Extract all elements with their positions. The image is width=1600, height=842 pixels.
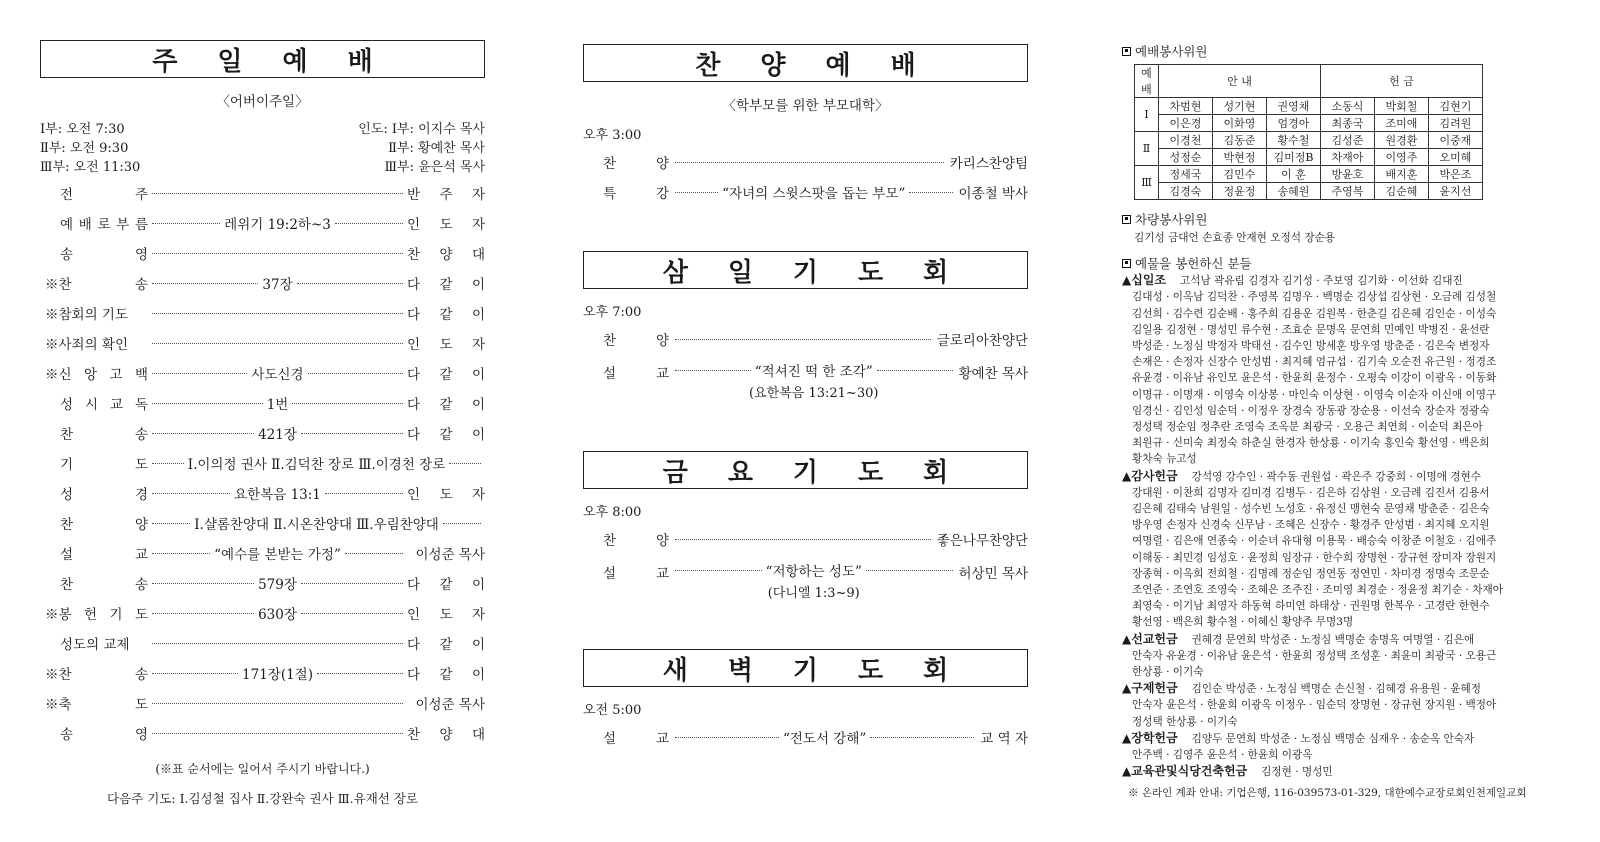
worship-item: [40, 238, 485, 268]
worship-item-leader: 찬 양 대: [407, 727, 485, 743]
offering-line: 안숙자 윤은석 · 한윤희 이광옥 이정우 · 임순덕 장명현 · 장규현 장지원 · 백정아: [1132, 699, 1497, 712]
offering-line: 김은혜 김태숙 남원일 · 성수빈 노성호 · 유정신 맹현숙 문영채 방춘준 · 김은숙: [1132, 503, 1490, 516]
worship-item-detail: 사도신경: [251, 367, 304, 383]
committee-member: 이영주: [1375, 149, 1429, 166]
service-leader: 인도: Ⅰ부: 이지수 목사: [358, 122, 485, 137]
offering-line: 손재은 · 손정자 신장수 안성범 · 최지혜 엄규섭 · 김기숙 오순전 유근원 · 정경조: [1132, 356, 1497, 369]
offering-line: 조연준 · 조연호 조영숙 · 조혜은 조주진 · 조미영 최경순 · 정윤정 최기순 · 차재아: [1132, 584, 1503, 597]
order-of-worship: [40, 178, 485, 748]
praise-service-item: 특 강 “자녀의 스윗스팟을 돕는 부모” 이종철 박사: [583, 177, 1028, 207]
committee-member: 이화영: [1213, 115, 1267, 132]
worship-item-detail: Ⅰ.이의정 권사 Ⅱ.김덕찬 장로 Ⅲ.이경천 장로: [187, 457, 446, 473]
worship-item-label: 설 교: [60, 547, 148, 563]
committee-member: 주영복: [1321, 183, 1375, 200]
vehicle-committee-names: 김기성 금대언 손효종 안재현 오정석 장순용: [1134, 232, 1336, 244]
worship-item-leader: 이성준 목사: [415, 697, 485, 713]
committee-member: 조미애: [1375, 115, 1429, 132]
worship-item-leader: 다 같 이: [407, 277, 485, 293]
praise-service-order: [583, 147, 1028, 207]
worship-item: [40, 538, 485, 568]
worship-item-label: 예 배 로 부 름: [60, 217, 148, 233]
committee-row: [1135, 98, 1483, 115]
worship-item-label: 찬 송: [60, 577, 148, 593]
worship-item: [40, 658, 485, 688]
worship-item-label: ※찬 송: [45, 667, 148, 683]
sermon-title: “전도서 강해”: [782, 731, 867, 747]
worship-item: [40, 298, 485, 328]
square-bullet-icon: [1122, 259, 1131, 268]
wednesday-sermon-row: 설 교 “적셔진 떡 한 조각” (요한복음 13:21~30) 황예찬 목사: [583, 360, 1028, 401]
worship-item-detail: Ⅰ.샬롬찬양대 Ⅱ.시온찬양대 Ⅲ.우림찬양대: [194, 517, 439, 533]
committee-row: [1135, 149, 1483, 166]
sunday-service-subtitle: 〈어버이주일〉: [216, 94, 309, 110]
committee-member: 박현정: [1213, 149, 1267, 166]
service-leader: Ⅲ부: 윤은석 목사: [384, 160, 485, 175]
offering-category: ▲장학헌금: [1122, 730, 1178, 745]
sunday-service-section: [40, 40, 485, 807]
preacher: 허상민 목사: [958, 566, 1028, 582]
praise-service-item: 찬 양 카리스찬양팀: [603, 156, 1028, 172]
service-part: Ⅲ: [1135, 166, 1159, 200]
committee-member: 김현기: [1429, 98, 1483, 115]
committee-member: 이은경: [1159, 115, 1213, 132]
worship-item: [40, 718, 485, 748]
worship-item-detail: 레위기 19:2하~3: [224, 217, 331, 233]
committee-member: 성정순: [1159, 149, 1213, 166]
worship-item-leader: 다 같 이: [407, 637, 485, 653]
service-time: Ⅱ부: 오전 9:30: [40, 141, 129, 156]
committee-member: 정세국: [1159, 166, 1213, 183]
wednesday-prayer-title: 삼일기도회: [583, 251, 1028, 289]
preacher: 교 역 자: [980, 731, 1028, 747]
offering-line: 방우영 손정자 신경숙 신무남 · 조혜은 신장수 · 황경주 안성범 · 최지혜 오지원: [1132, 519, 1490, 532]
offering-line: ▲장학헌금 김양두 문연희 박성준 · 노정심 백명순 심재우 · 송순옥 안숙자: [1122, 730, 1475, 745]
committee-member: 김려원: [1429, 115, 1483, 132]
worship-item-leader: 다 같 이: [407, 397, 485, 413]
worship-item-leader: 다 같 이: [407, 577, 485, 593]
worship-item-label: ※축 도: [45, 697, 148, 713]
worship-item-leader: 인 도 자: [407, 487, 485, 503]
offering-category: ▲선교헌금: [1122, 631, 1178, 646]
worship-item-label: ※사죄의 확인: [45, 337, 128, 353]
offering-line: 최원규 · 신미숙 최정숙 하춘실 한경자 한상룡 · 이기숙 홍인숙 황선영 · 백은희: [1132, 437, 1490, 450]
next-week-prayer: 다음주 기도: Ⅰ.김성철 집사 Ⅱ.강완숙 권사 Ⅲ.유재선 장로: [107, 791, 418, 806]
committee-member: 김성준: [1321, 132, 1375, 149]
offering-line: 정성택 정순임 정추란 조영숙 조옥분 최광국 · 오용근 최연희 · 이순덕 최은아: [1132, 421, 1483, 434]
committee-member: 김미정B: [1267, 149, 1321, 166]
worship-item-leader: 반 주 자: [407, 187, 485, 203]
worship-item-detail: 171장(1절): [242, 667, 313, 683]
committee-member: 엄경아: [1267, 115, 1321, 132]
wednesday-prayer-time: 오후 7:00: [583, 305, 642, 320]
sunday-service-title: 주일예배: [40, 40, 485, 78]
committee-member: 이경천: [1159, 132, 1213, 149]
worship-item-leader: 인 도 자: [407, 217, 485, 233]
sermon-scripture: (요한복음 13:21~30): [749, 386, 879, 401]
worship-item-label: ※신 앙 고 백: [45, 367, 148, 383]
worship-item: [40, 388, 485, 418]
worship-item-leader: 다 같 이: [407, 427, 485, 443]
worship-item-detail: 요한복음 13:1: [234, 487, 321, 503]
offering-line: 김대성 · 이옥남 김덕찬 · 주영복 김명우 · 백명순 김상섭 김상현 · 오금례 김성철: [1132, 291, 1497, 304]
committee-member: 김순혜: [1375, 183, 1429, 200]
worship-item-leader: 이성준 목사: [415, 547, 485, 563]
vehicle-committee-heading: 차량봉사위원: [1122, 210, 1570, 228]
committee-member: 원경환: [1375, 132, 1429, 149]
dawn-prayer-time: 오전 5:00: [583, 703, 642, 718]
offering-category: ▲교육관및식당건축헌금: [1122, 764, 1248, 779]
worship-item-label: ※봉 헌 기 도: [45, 607, 148, 623]
worship-item-leader: 인 도 자: [407, 607, 485, 623]
offering-line: 김선희 · 김수련 김순배 · 홍주희 김용운 김원복 · 한춘길 김은혜 김인순 · 이성숙: [1132, 307, 1497, 320]
worship-item-detail: 421장: [258, 427, 297, 443]
offering-line: 안숙자 유윤경 · 이유남 윤은석 · 한윤희 정성택 조성훈 · 최윤미 최광국 · 오용근: [1132, 649, 1497, 662]
offering-line: 임경신 · 김인성 임순덕 · 이정우 장경숙 장동광 장순용 · 이선숙 장순자 정광숙: [1132, 404, 1490, 417]
committee-member: 김경숙: [1159, 183, 1213, 200]
offering-line: ▲십일조 고석남 곽유림 김경자 김기성 · 주보영 김기화 · 이선화 김대진: [1122, 273, 1463, 288]
worship-item-detail: “예수를 본받는 가정”: [214, 547, 341, 563]
worship-item-label: 찬 송: [60, 427, 148, 443]
worship-item-label: 기 도: [60, 457, 148, 473]
committee-member: 윤지선: [1429, 183, 1483, 200]
committee-member: 소동식: [1321, 98, 1375, 115]
offering-line: 한상룡 · 이기숙: [1132, 666, 1204, 679]
offering-line: 안주백 · 김영주 윤은석 · 한윤희 이광옥: [1132, 749, 1313, 762]
offering-line: 장종혁 · 이옥희 전희철 · 김명례 정순임 정연동 정연민 · 차미경 정명숙 조문순: [1132, 567, 1490, 580]
committee-member: 배지훈: [1375, 166, 1429, 183]
dawn-sermon-row: 설 교 “전도서 강해” 교 역 자: [583, 722, 1028, 752]
worship-item-detail: 630장: [258, 607, 297, 623]
committee-member: 이 훈: [1267, 166, 1321, 183]
worship-item-leader: 찬 양 대: [407, 247, 485, 263]
worship-item: [40, 328, 485, 358]
square-bullet-icon: [1122, 215, 1131, 224]
service-committee-heading: 예배봉사위원: [1122, 42, 1570, 60]
worship-item: [40, 508, 485, 538]
offering-line: ▲선교헌금 권혜경 문연희 박성준 · 노정심 백명순 송명옥 여명열 · 김은애: [1122, 631, 1475, 646]
offering-line: 박성준 · 노정심 박정자 박태선 · 김수인 방세훈 방우영 방춘준 · 김은숙 변정자: [1132, 340, 1490, 353]
worship-item-label: 성도의 교제: [60, 637, 130, 653]
worship-item-detail: 579장: [258, 577, 297, 593]
committee-member: 방윤호: [1321, 166, 1375, 183]
offering-line: 황차숙 뉴고성: [1132, 453, 1197, 466]
committee-member: 송혜원: [1267, 183, 1321, 200]
friday-sermon-row: 설 교 “저항하는 성도” (다니엘 1:3~9) 허상민 목사: [583, 560, 1028, 601]
worship-item-leader: 다 같 이: [407, 667, 485, 683]
church-members-section: [1122, 42, 1570, 800]
committee-member: 차재아: [1321, 149, 1375, 166]
committee-member: 황수철: [1267, 132, 1321, 149]
worship-item-leader: 다 같 이: [407, 307, 485, 323]
online-account-info: ※ 온라인 계좌 안내: 기업은행, 116-039573-01-329, 대한예수교장로회인천제일교회: [1128, 786, 1527, 799]
offering-line: 황선영 · 백은희 황수철 · 이혜신 황양주 무명3명: [1132, 616, 1354, 629]
worship-item: [40, 628, 485, 658]
committee-member: 김민수: [1213, 166, 1267, 183]
dawn-prayer-title: 새벽기도회: [583, 649, 1028, 687]
committee-member: 권영채: [1267, 98, 1321, 115]
worship-item-label: 성 시 교 독: [60, 397, 148, 413]
worship-item: [40, 568, 485, 598]
offering-line: 여명렬 · 김은애 연종숙 · 이순녀 유대형 이용묵 · 배승숙 이창준 이철호 · 김애주: [1132, 535, 1497, 548]
sermon-title: “적셔진 떡 한 조각”: [754, 364, 873, 380]
worship-item: [40, 358, 485, 388]
offering-category: ▲십일조: [1122, 273, 1167, 288]
committee-member: 차범현: [1159, 98, 1213, 115]
service-time: Ⅲ부: 오전 11:30: [40, 160, 141, 175]
praise-service-time: 오후 3:00: [583, 128, 642, 143]
offering-line: ▲교육관및식당건축헌금 김정현 · 명성민: [1122, 764, 1333, 779]
sermon-scripture: (다니엘 1:3~9): [767, 586, 860, 601]
friday-prayer-time: 오후 8:00: [583, 505, 642, 520]
worship-item-detail: 37장: [262, 277, 293, 293]
standing-note: (※표 순서에는 일어서 주시기 바랍니다.): [155, 762, 370, 776]
worship-item-leader: 다 같 이: [407, 367, 485, 383]
offering-line: 김일용 김정현 · 명성민 류수현 · 조효순 문명옥 문연희 민예인 박병진 · 윤선란: [1132, 323, 1490, 336]
committee-member: 박은조: [1429, 166, 1483, 183]
offering-line: 유윤경 · 이유남 유인모 윤은석 · 한윤희 윤정수 · 오평숙 이강이 이광옥 · 이동화: [1132, 372, 1497, 385]
offering-line: 강대원 · 이찬희 김명자 김미경 김병두 · 김은하 김상원 · 오금례 김진서 김용서: [1132, 486, 1490, 499]
praise-service-subtitle: 〈학부모를 위한 부모대학〉: [722, 98, 889, 114]
wednesday-praise-row: 찬 양 글로리아찬양단: [603, 333, 1028, 349]
offerings-list: [1122, 272, 1570, 780]
service-part: Ⅰ: [1135, 98, 1159, 132]
committee-row: [1135, 115, 1483, 132]
worship-item: [40, 478, 485, 508]
worship-item: [40, 688, 485, 718]
worship-item-leader: 인 도 자: [407, 337, 485, 353]
friday-prayer-title: 금요기도회: [583, 451, 1028, 489]
service-time: Ⅰ부: 오전 7:30: [40, 122, 125, 137]
worship-item: [40, 598, 485, 628]
worship-item-label: 전 주: [60, 187, 148, 203]
worship-item-label: ※찬 송: [45, 277, 148, 293]
offering-category: ▲구제헌금: [1122, 681, 1178, 696]
worship-item-label: 송 영: [60, 727, 148, 743]
service-part: Ⅱ: [1135, 132, 1159, 166]
other-services-section: [583, 44, 1028, 752]
offering-line: 이명규 · 이명재 · 이영숙 이상봉 · 마인숙 이상현 · 이영숙 이순자 이신애 이영구: [1132, 388, 1497, 401]
offering-category: ▲감사헌금: [1122, 468, 1178, 483]
square-bullet-icon: [1122, 47, 1131, 56]
worship-item: [40, 178, 485, 208]
service-times: [40, 120, 485, 178]
worship-item-label: ※참회의 기도: [45, 307, 128, 323]
committee-member: 박회철: [1375, 98, 1429, 115]
worship-item: [40, 268, 485, 298]
worship-item-label: 찬 양: [60, 517, 148, 533]
committee-member: 성기현: [1213, 98, 1267, 115]
committee-row: [1135, 166, 1483, 183]
worship-item: [40, 208, 485, 238]
friday-praise-row: 찬 양 좋은나무찬양단: [603, 533, 1028, 549]
offering-line: 최영숙 · 이기남 최영자 하동혁 하미연 하태상 · 권원명 한복우 · 고경란 한현수: [1132, 600, 1490, 613]
worship-item-detail: 1번: [266, 397, 289, 413]
praise-service-title: 찬양예배: [583, 44, 1028, 82]
committee-member: 최종국: [1321, 115, 1375, 132]
worship-item: [40, 418, 485, 448]
committee-member: 이중재: [1429, 132, 1483, 149]
offerings-heading: 예물을 봉헌하신 분들: [1122, 254, 1570, 272]
preacher: 황예찬 목사: [958, 366, 1028, 382]
worship-item-label: 성 경: [60, 487, 148, 503]
sermon-title: “저항하는 성도”: [765, 564, 862, 580]
offering-line: ▲구제헌금 김인순 박성준 · 노정심 백명순 손신철 · 김혜경 유용원 · 윤혜정: [1122, 681, 1481, 696]
offering-line: 이해동 · 최민경 임성호 · 윤정희 임장규 · 한수희 장명현 · 장규현 장미자 장원지: [1132, 551, 1497, 564]
service-leader: Ⅱ부: 황예찬 목사: [388, 141, 485, 156]
committee-member: 정윤정: [1213, 183, 1267, 200]
service-committee-table: 예배 안 내 헌 금 Ⅰ 차범현 성기현 권영채 소동식 박회철 김현기 이은경 이화영 엄경아 최종국 조미애 김려원 Ⅱ 이경천 김동준 황수철 김성준 원경환 이중재 성정순 박현정 김미정B 차재아 이영주 오미혜 Ⅲ 정세국 김민수 이 훈 방윤호 배지훈 박은조 김경숙 정윤정 송혜원 주영복 김순혜 윤지선: [1134, 64, 1483, 200]
worship-item-label: 송 영: [60, 247, 148, 263]
offering-line: ▲감사헌금 강석영 강수인 · 곽수동 권원섭 · 곽은주 강중희 · 이명애 경현수: [1122, 468, 1481, 483]
committee-member: 김동준: [1213, 132, 1267, 149]
offering-line: 정성택 한상룡 · 이기숙: [1132, 715, 1238, 728]
committee-row: [1135, 132, 1483, 149]
committee-row: [1135, 183, 1483, 200]
worship-item: [40, 448, 485, 478]
committee-member: 오미혜: [1429, 149, 1483, 166]
lecture-title: “자녀의 스윗스팟을 돕는 부모”: [722, 186, 906, 202]
